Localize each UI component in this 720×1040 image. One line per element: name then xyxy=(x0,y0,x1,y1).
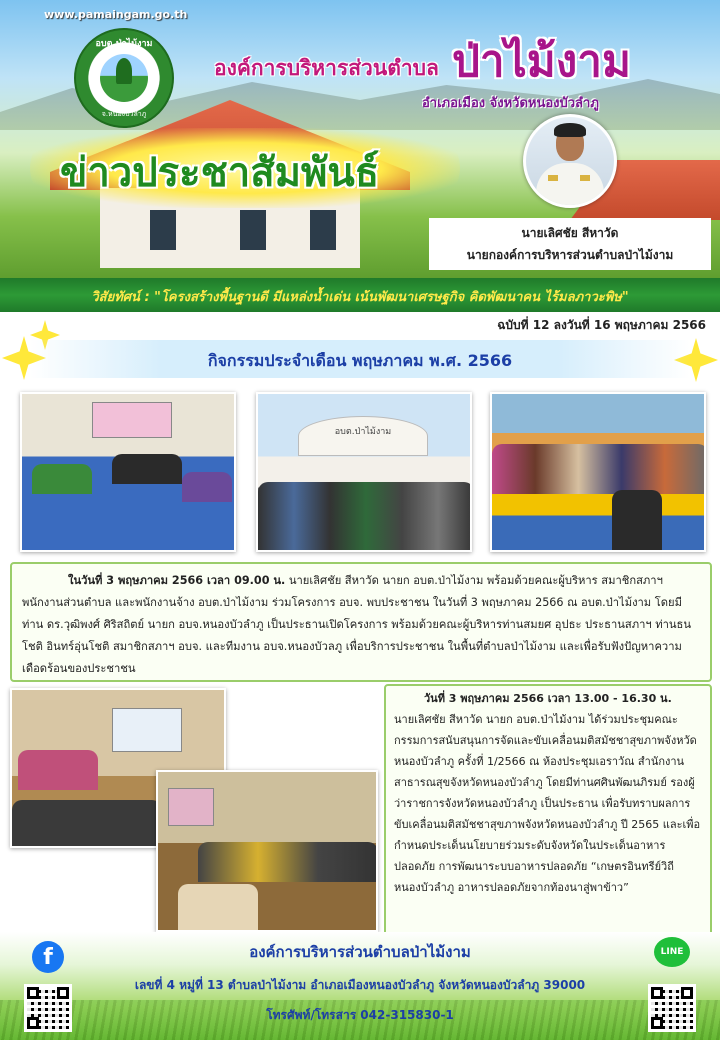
news-item-2 xyxy=(384,684,712,938)
facebook-icon[interactable]: f xyxy=(32,941,64,973)
vision-text: วิสัยทัศน์ : "โครงสร้างพื้นฐานดี มีแหล่งน้ำเด่น เน้นพัฒนาเศรษฐกิจ คิดพัฒนาคน ไร้มลภาวะพิษ" xyxy=(91,290,629,305)
line-app-icon[interactable]: LINE xyxy=(654,937,690,967)
chief-position: นายกองค์การบริหารส่วนตำบลป่าไม้งาม xyxy=(466,248,674,262)
vision-bar xyxy=(0,278,720,312)
logo-top-text: อบต.ป่าไม้งาม xyxy=(95,39,153,49)
meeting-room-photo xyxy=(20,392,236,552)
footer-phone: โทรศัพท์/โทรสาร 042-315830-1 xyxy=(266,1008,454,1022)
chief-name: นายเลิศชัย สีหาวัด xyxy=(521,226,619,240)
tent-sign: อบต.ป่าไม้งาม xyxy=(334,427,392,437)
group-photo xyxy=(256,392,472,552)
org-prefix: องค์การบริหารส่วนตำบล xyxy=(214,56,439,80)
public-event-photo xyxy=(490,392,706,552)
news-1-body: นายเลิศชัย สีหาวัด นายก อบต.ป่าไม้งาม พร้อมด้วยคณะผู้บริหาร สมาชิกสภาฯ พนักงานส่วนตำบล และพนักงานจ้าง อบต.ป่าไม้งาม ร่วมโครงการ อบจ. พบประชาชน ในวันที่ 3 พฤษภาคม 2566 ณ อบต.ป่าไม้งาม โดยมีท่าน ดร.วุฒิพงศ์ ศิริสถิตย์ นายก อบจ.หนองบัวลำภู เป็นประธานเปิดโครงการ พร้อมด้วยคณะผู้บริหารท่านสมยศ อุปธะ ประธานสภาฯ ท่านธนโชติ อินทร์อุ่นโชติ สมาชิกสภาฯ อบจ. และทีมงาน อบจ.หนองบัวลภู เพื่อบริการประชาชน ในพื้นที่ตำบลป่าไม้งาม และเพื่อรับฟังปัญหาความเดือดร้อนของประชาชน xyxy=(22,574,691,675)
footer-address: เลขที่ 4 หมู่ที่ 13 ตำบลป่าไม้งาม อำเภอเมืองหนองบัวลำภู จังหวัดหนองบัวลำภู 39000 xyxy=(134,978,586,992)
district-text: อำเภอเมือง จังหวัดหนองบัวลำภู xyxy=(422,96,599,111)
issue-info: ฉบับที่ 12 ลงวันที่ 16 พฤษภาคม 2566 xyxy=(497,318,706,332)
news-2-body: นายเลิศชัย สีหาวัด นายก อบต.ป่าไม้งาม ได้ร่วมประชุมคณะกรรมการสนับสนุนการจัดและขับเคลื่อนมติสมัชชาสุขภาพจังหวัดหนองบัวลำภู ครั้งที่ 1/2566 ณ ห้องประชุมเอราวัณ สำนักงานสาธารณสุขจังหวัดหนองบัวลำภู โดยมีท่านศศินพัฒนภิรมย์ รองผู้ว่าราชการจังหวัดหนองบัวลำภู เป็นประธาน เพื่อรับทราบผลการขับเคลื่อนมติสมัชชาสุขภาพจังหวัดหนองบัวลำภู ปี 2565 และเพื่อกำหนดประเด็นนโยบายร่วมระดับจังหวัดในประเด็นอาหารปลอดภัย การพัฒนาระบบอาหารปลอดภัย “เกษตรอินทรีย์วิถีหนองบัวลำภู อาหารปลอดภัยจากท้องนาสู่พาข้าว” xyxy=(394,713,701,894)
chief-name-box xyxy=(429,218,711,270)
news-item-1 xyxy=(10,562,712,682)
section-title-text: กิจกรรมประจำเดือน พฤษภาคม พ.ศ. 2566 xyxy=(207,351,513,370)
chief-portrait xyxy=(523,114,617,208)
news-1-lead: ในวันที่ 3 พฤษภาคม 2566 เวลา 09.00 น. xyxy=(68,574,286,587)
footer-org-name: องค์การบริหารส่วนตำบลป่าไม้งาม xyxy=(249,943,471,961)
website-url[interactable]: www.pamaingam.go.th xyxy=(44,8,188,21)
org-name: ป่าไม้งาม xyxy=(452,36,631,87)
org-logo xyxy=(74,28,174,128)
conference-photo-2 xyxy=(156,770,378,932)
news-2-lead: วันที่ 3 พฤษภาคม 2566 เวลา 13.00 - 16.30 น. xyxy=(424,692,672,705)
section-title xyxy=(30,340,690,378)
newsletter-title xyxy=(30,128,460,208)
newsletter-title-text: ข่าวประชาสัมพันธ์ xyxy=(60,150,380,196)
logo-bottom-text: จ.หนองบัวลำภู xyxy=(101,110,147,118)
